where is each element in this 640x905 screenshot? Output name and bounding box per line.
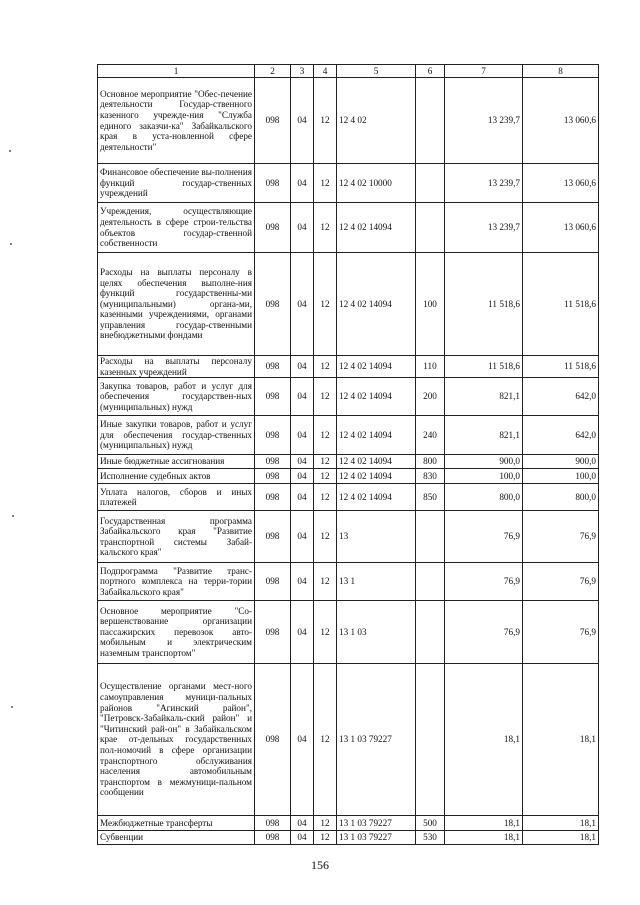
row-name: Подпрограмма "Развитие транс-портного комплекса на терри-тории Забайкальского края" [98,563,255,601]
cell-amount-1: 11 518,6 [445,356,523,378]
cell-amount-2: 18,1 [523,664,599,816]
cell-amount-1: 13 239,7 [445,203,523,253]
cell-expense-type [416,664,445,816]
cell-expense-type: 800 [416,455,445,469]
cell-amount-2: 13 060,6 [523,164,599,203]
cell-expense-type: 240 [416,416,445,455]
cell-amount-2: 11 518,6 [523,253,599,356]
cell-target-article: 13 1 03 79227 [337,816,416,831]
cell-ministry: 098 [255,484,291,511]
table-row [98,601,599,664]
cell-amount-1: 13 239,7 [445,78,523,164]
cell-subsection: 12 [314,416,337,455]
cell-subsection: 12 [314,203,337,253]
table-row [98,563,599,601]
cell-amount-2: 76,9 [523,601,599,664]
row-name: Межбюджетные трансферты [98,816,255,831]
cell-section: 04 [291,253,314,356]
cell-section: 04 [291,455,314,469]
cell-ministry: 098 [255,203,291,253]
cell-amount-2: 13 060,6 [523,203,599,253]
cell-section: 04 [291,78,314,164]
cell-subsection: 12 [314,664,337,816]
cell-expense-type [416,601,445,664]
table-row [98,78,599,164]
row-name: Расходы на выплаты персоналу казенных учреждений [98,356,255,378]
row-name: Иные закупки товаров, работ и услуг для обеспечения государ-ственных (муниципальных) нужд [98,416,255,455]
cell-ministry: 098 [255,378,291,416]
cell-expense-type: 850 [416,484,445,511]
cell-expense-type [416,164,445,203]
cell-expense-type: 100 [416,253,445,356]
table-row [98,356,599,378]
cell-subsection: 12 [314,816,337,831]
cell-ministry: 098 [255,164,291,203]
cell-subsection: 12 [314,563,337,601]
cell-amount-2: 642,0 [523,378,599,416]
cell-amount-2: 11 518,6 [523,356,599,378]
cell-expense-type [416,563,445,601]
cell-amount-1: 800,0 [445,484,523,511]
column-header: 3 [291,65,314,78]
row-name: Субвенции [98,831,255,845]
cell-ministry: 098 [255,78,291,164]
cell-target-article: 13 1 03 [337,601,416,664]
cell-section: 04 [291,469,314,484]
table-row [98,511,599,563]
cell-section: 04 [291,356,314,378]
cell-target-article: 12 4 02 14094 [337,378,416,416]
cell-amount-2: 18,1 [523,816,599,831]
scan-speck [12,515,14,517]
cell-subsection: 12 [314,378,337,416]
cell-amount-2: 13 060,6 [523,78,599,164]
column-header: 6 [416,65,445,78]
cell-amount-1: 821,1 [445,378,523,416]
cell-amount-1: 18,1 [445,816,523,831]
cell-amount-2: 800,0 [523,484,599,511]
cell-expense-type: 530 [416,831,445,845]
cell-target-article: 13 1 03 79227 [337,831,416,845]
cell-amount-1: 900,0 [445,455,523,469]
cell-ministry: 098 [255,356,291,378]
row-name: Исполнение судебных актов [98,469,255,484]
cell-subsection: 12 [314,164,337,203]
cell-ministry: 098 [255,469,291,484]
cell-section: 04 [291,416,314,455]
scan-speck [10,243,12,245]
column-header: 7 [445,65,523,78]
cell-expense-type: 110 [416,356,445,378]
cell-target-article: 12 4 02 14094 [337,416,416,455]
cell-subsection: 12 [314,455,337,469]
cell-expense-type [416,203,445,253]
cell-amount-2: 900,0 [523,455,599,469]
table-row [98,378,599,416]
cell-section: 04 [291,664,314,816]
cell-section: 04 [291,378,314,416]
row-name: Закупка товаров, работ и услуг для обеспечения государствен-ных (муниципальных) нужд [98,378,255,416]
table-row [98,484,599,511]
cell-amount-2: 76,9 [523,563,599,601]
cell-subsection: 12 [314,78,337,164]
cell-subsection: 12 [314,831,337,845]
cell-amount-1: 13 239,7 [445,164,523,203]
cell-target-article: 12 4 02 14094 [337,469,416,484]
cell-expense-type [416,511,445,563]
cell-amount-1: 76,9 [445,511,523,563]
cell-expense-type: 200 [416,378,445,416]
row-name: Иные бюджетные ассигнования [98,455,255,469]
cell-subsection: 12 [314,484,337,511]
column-header: 1 [98,65,255,78]
cell-subsection: 12 [314,356,337,378]
cell-target-article: 13 [337,511,416,563]
table-row [98,164,599,203]
table-row [98,253,599,356]
table-row [98,203,599,253]
table-row [98,831,599,845]
row-name: Уплата налогов, сборов и иных платежей [98,484,255,511]
scan-speck [11,706,13,708]
cell-expense-type: 830 [416,469,445,484]
cell-target-article: 12 4 02 14094 [337,455,416,469]
column-header: 8 [523,65,599,78]
cell-ministry: 098 [255,253,291,356]
cell-target-article: 12 4 02 14094 [337,203,416,253]
column-header: 4 [314,65,337,78]
cell-ministry: 098 [255,601,291,664]
cell-ministry: 098 [255,511,291,563]
cell-ministry: 098 [255,831,291,845]
cell-amount-1: 76,9 [445,563,523,601]
cell-ministry: 098 [255,563,291,601]
budget-table [97,64,599,845]
table-row [98,469,599,484]
cell-subsection: 12 [314,253,337,356]
row-name: Осуществление органами мест-ного самоуправления муници-пальных районов "Агинский район", "Петровск-Забайкаль-ский район" и "Читинский рай-он" в Забайкальском крае от-дельных государственных пол-номочий в сфере организации транспортного обслуживания населения автомобильным транспортом в межмуници-пальном сообщении [98,664,255,816]
cell-target-article: 12 4 02 [337,78,416,164]
cell-amount-1: 100,0 [445,469,523,484]
cell-ministry: 098 [255,664,291,816]
cell-amount-2: 18,1 [523,831,599,845]
table-row [98,455,599,469]
cell-target-article: 12 4 02 10000 [337,164,416,203]
cell-subsection: 12 [314,601,337,664]
cell-target-article: 12 4 02 14094 [337,356,416,378]
cell-amount-2: 100,0 [523,469,599,484]
cell-section: 04 [291,511,314,563]
cell-ministry: 098 [255,455,291,469]
cell-amount-1: 76,9 [445,601,523,664]
cell-target-article: 12 4 02 14094 [337,253,416,356]
cell-amount-2: 642,0 [523,416,599,455]
cell-amount-1: 18,1 [445,831,523,845]
cell-amount-2: 76,9 [523,511,599,563]
row-name: Основное мероприятие "Со-вершенствование организации пассажирских перевозок авто-мобильным и электрическим наземным транспортом" [98,601,255,664]
cell-amount-1: 821,1 [445,416,523,455]
table-header-row [98,65,599,78]
cell-ministry: 098 [255,816,291,831]
scan-speck [9,150,11,152]
cell-amount-1: 11 518,6 [445,253,523,356]
column-header: 2 [255,65,291,78]
cell-subsection: 12 [314,469,337,484]
cell-amount-1: 18,1 [445,664,523,816]
cell-section: 04 [291,563,314,601]
cell-section: 04 [291,203,314,253]
cell-section: 04 [291,484,314,511]
cell-section: 04 [291,831,314,845]
cell-subsection: 12 [314,511,337,563]
cell-expense-type: 500 [416,816,445,831]
row-name: Расходы на выплаты персоналу в целях обеспечения выполне-ния функций государственны-ми (муниципальными) органа-ми, казенными учреждениями, органами управления государ-ственными внебюджетными фондами [98,253,255,356]
cell-target-article: 13 1 [337,563,416,601]
table-row [98,664,599,816]
cell-section: 04 [291,601,314,664]
cell-target-article: 12 4 02 14094 [337,484,416,511]
cell-section: 04 [291,164,314,203]
cell-ministry: 098 [255,416,291,455]
table-row [98,416,599,455]
row-name: Финансовое обеспечение вы-полнения функций государ-ственных учреждений [98,164,255,203]
cell-section: 04 [291,816,314,831]
page-number: 156 [311,858,329,872]
cell-target-article: 13 1 03 79227 [337,664,416,816]
row-name: Основное мероприятие "Обес-печение деятельности Государ-ственного казенного учрежде-ния "Служба единого заказчи-ка" Забайкальского края в уста-новленной сфере деятельности" [98,78,255,164]
table-row [98,816,599,831]
cell-expense-type [416,78,445,164]
row-name: Учреждения, осуществляющие деятельность в сфере строи-тельства объектов государ-ственной собственности [98,203,255,253]
column-header: 5 [337,65,416,78]
row-name: Государственная программа Забайкальского края "Развитие транспортной системы Забай-кальского края" [98,511,255,563]
